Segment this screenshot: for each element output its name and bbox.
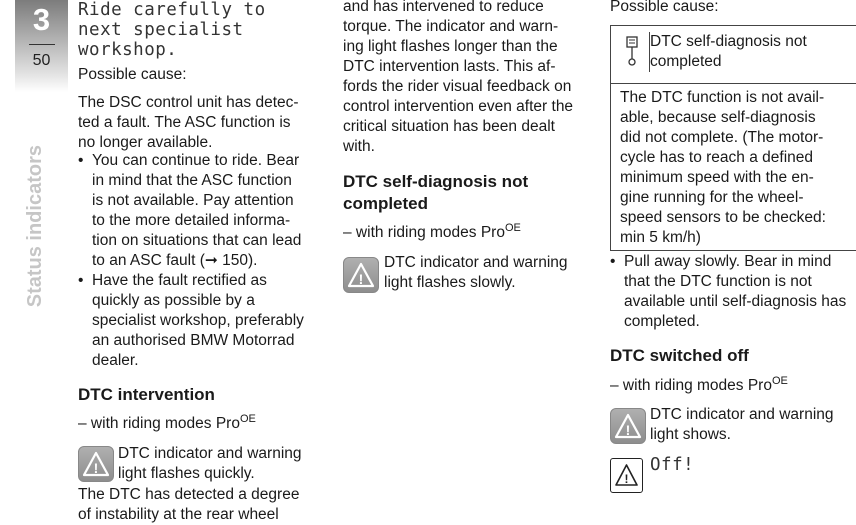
warning-triangle-icon <box>610 408 646 444</box>
instruction-line: workshop. <box>78 40 178 60</box>
bullet-line: Have the fault rectified as <box>92 272 267 289</box>
riding-modes-line <box>343 218 521 244</box>
riding-modes-sup: OE <box>239 413 256 425</box>
instruction-line: next specialist <box>78 20 244 40</box>
box-head-line: DTC self-diagnosis not <box>650 33 807 50</box>
bullet-icon: • <box>610 253 616 270</box>
bullet-line: available until self-diagnosis has <box>624 293 847 310</box>
section-heading: DTC switched off <box>610 346 749 365</box>
bullet-line: specialist workshop, preferably <box>92 312 304 329</box>
bullet-line: to an ASC fault (➞ 150). <box>92 252 258 269</box>
box-body-line: cycle has to reach a defined <box>620 149 814 166</box>
svg-text:!: ! <box>624 472 629 486</box>
chapter-number: 3 <box>32 2 51 37</box>
warning-triangle-icon <box>343 257 379 293</box>
indicator-line: DTC indicator and warning <box>650 406 834 423</box>
body-line: fords the rider visual feedback on <box>343 78 572 95</box>
chapter-divider <box>29 44 55 45</box>
bullet-line: Pull away slowly. Bear in mind <box>624 253 832 270</box>
box-body-line: able, because self-diagnosis <box>620 109 816 126</box>
bullet-line: quickly as possible by a <box>92 292 255 309</box>
body-line: control intervention even after the <box>343 98 574 115</box>
bullet-line: tion on situations that can lead <box>92 232 302 249</box>
box-body-line: did not complete. (The motor- <box>620 129 824 146</box>
bullet-icon: • <box>78 272 84 289</box>
section-heading: DTC intervention <box>78 385 215 404</box>
box-head-line: completed <box>650 53 722 70</box>
bullet-line: is not available. Pay attention <box>92 192 294 209</box>
section-heading: DTC self-diagnosis not <box>343 172 529 191</box>
chapter-tab <box>15 0 68 92</box>
cause-line: The DSC control unit has detec- <box>78 94 299 111</box>
bullet-line: You can continue to ride. Bear <box>92 152 300 169</box>
info-box <box>610 25 856 251</box>
bullet-icon: • <box>78 152 84 169</box>
section-title-container <box>24 145 50 325</box>
bullet-line: an authorised BMW Motorrad <box>92 332 295 349</box>
warning-triangle-icon <box>78 446 114 482</box>
body-line: ing light flashes longer than the <box>343 38 558 55</box>
riding-modes-text: – with riding modes Pro <box>610 377 772 395</box>
body-line: and has intervened to reduce <box>343 0 544 15</box>
riding-modes-line <box>610 371 788 397</box>
svg-text:!: ! <box>625 422 631 438</box>
possible-cause-label: Possible cause: <box>78 66 187 83</box>
riding-modes-sup: OE <box>504 222 521 234</box>
indicator-line: light flashes quickly. <box>118 465 255 482</box>
indicator-line: DTC indicator and warning <box>118 445 302 462</box>
riding-modes-text: – with riding modes Pro <box>78 415 240 433</box>
info-box-header <box>611 26 856 84</box>
body-line: torque. The indicator and warn- <box>343 18 559 35</box>
indicator-line: DTC indicator and warning <box>384 254 568 271</box>
body-line: with. <box>343 138 375 155</box>
bullet-line: completed. <box>624 313 700 330</box>
indicator-line: light shows. <box>650 426 731 443</box>
display-text: Off! <box>650 455 695 475</box>
warning-triangle-icon <box>610 458 643 493</box>
section-title: Status indicators <box>24 145 46 308</box>
body-line: DTC intervention lasts. This af- <box>343 58 556 75</box>
box-body-line: minimum speed with the en- <box>620 169 814 186</box>
diagnosis-icon <box>624 34 644 74</box>
bullet-line: to the more detailed informa- <box>92 212 291 229</box>
bullet-line: in mind that the ASC function <box>92 172 292 189</box>
box-body-line: min 5 km/h) <box>620 229 701 246</box>
page-number: 50 <box>32 52 51 69</box>
box-body-line: speed sensors to be checked: <box>620 209 826 226</box>
possible-cause-label: Possible cause: <box>610 0 719 15</box>
cause-line: no longer available. <box>78 134 213 151</box>
section-heading: completed <box>343 194 429 213</box>
box-body-line: The DTC function is not avail- <box>620 89 825 106</box>
bullet-line: dealer. <box>92 352 139 369</box>
bullet-line: that the DTC function is not <box>624 273 812 290</box>
sidebar <box>0 0 68 523</box>
cause-line: ted a fault. The ASC function is <box>78 114 291 131</box>
indicator-line: light flashes slowly. <box>384 274 516 291</box>
instruction-line: Ride carefully to <box>78 0 266 20</box>
riding-modes-line <box>78 409 256 435</box>
svg-text:!: ! <box>93 460 99 476</box>
riding-modes-sup: OE <box>771 375 788 387</box>
box-body-line: gine running for the wheel- <box>620 189 804 206</box>
riding-modes-text: – with riding modes Pro <box>343 224 505 242</box>
body-line: The DTC has detected a degree <box>78 486 300 503</box>
body-line: critical situation has been dealt <box>343 118 555 135</box>
svg-text:!: ! <box>358 271 364 287</box>
body-line: of instability at the rear wheel <box>78 506 279 523</box>
